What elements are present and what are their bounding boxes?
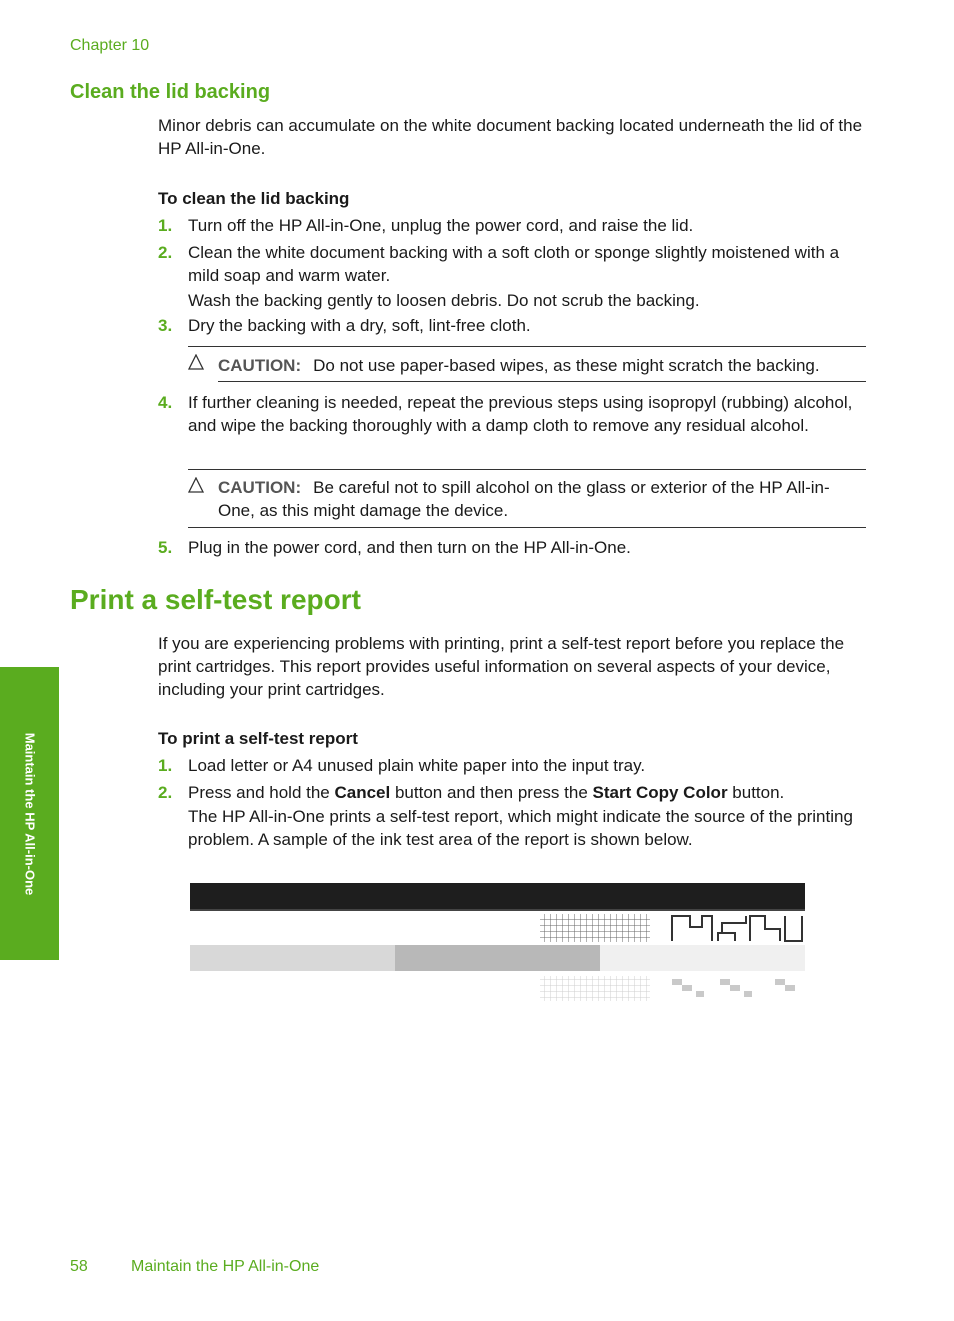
step-text: If further cleaning is needed, repeat the previous steps using isopropyl (rubbing) alcohol, and wipe the backing thoroughly with a damp cloth to remove any residual alcohol. (188, 393, 853, 435)
step-number: 5. (158, 538, 173, 557)
step-text-part: button and then press the (390, 783, 593, 802)
footer-title: Maintain the HP All-in-One (131, 1258, 320, 1275)
step-text: Load letter or A4 unused plain white paper into the input tray. (188, 756, 646, 775)
list-item (158, 314, 870, 337)
step-extra: The HP All-in-One prints a self-test report, which might indicate the source of the printing problem. A sample of the ink test area of the report is shown below. (188, 807, 853, 849)
list-item (158, 391, 870, 437)
section-title-clean-lid: Clean the lid backing (70, 81, 271, 103)
step-text-part: button. (727, 783, 785, 802)
list-item (158, 214, 870, 237)
cancel-button-ref: Cancel (334, 783, 391, 802)
step-number: 1. (158, 756, 173, 775)
caution-text: Be careful not to spill alcohol on the glass or exterior of the HP All-in-One, as this might damage the device. (218, 478, 830, 520)
step-number: 2. (158, 243, 173, 262)
procedure-title-self-test: To print a self-test report (158, 729, 358, 748)
section-title-self-test: Print a self-test report (70, 584, 361, 615)
step-extra: Wash the backing gently to loosen debris. Do not scrub the backing. (188, 291, 700, 310)
warning-triangle-icon (188, 477, 204, 493)
caution-box (188, 469, 866, 528)
side-tab-label: Maintain the HP All-in-One (22, 732, 37, 895)
start-copy-color-ref: Start Copy Color (592, 783, 728, 802)
list-item (158, 754, 870, 777)
warning-triangle-icon (188, 354, 204, 370)
self-test-sample-image (190, 883, 805, 1003)
step-number: 1. (158, 216, 173, 235)
caution-divider (218, 381, 866, 382)
step-number: 2. (158, 783, 173, 802)
caution-label: CAUTION: (218, 478, 302, 497)
caution-text: Do not use paper-based wipes, as these might scratch the backing. (313, 356, 820, 375)
page-number: 58 (70, 1258, 88, 1275)
side-tab (0, 667, 59, 960)
procedure-title-clean: To clean the lid backing (158, 189, 350, 208)
caution-label: CAUTION: (218, 356, 302, 375)
section2-intro: If you are experiencing problems with printing, print a self-test report before you replace the print cartridges. This report provides useful information on several aspects of your device, including your print cartridges. (158, 634, 845, 699)
step-number: 4. (158, 393, 173, 412)
step-text: Plug in the power cord, and then turn on the HP All-in-One. (188, 538, 631, 557)
step-text (188, 781, 870, 804)
step-text: Turn off the HP All-in-One, unplug the power cord, and raise the lid. (188, 216, 694, 235)
step-text: Dry the backing with a dry, soft, lint-free cloth. (188, 316, 531, 335)
step-text: Clean the white document backing with a soft cloth or sponge slightly moistened with a mild soap and warm water. (188, 243, 840, 285)
step-text-part: Press and hold the (188, 783, 335, 802)
list-item (158, 536, 870, 559)
section1-intro: Minor debris can accumulate on the white document backing located underneath the lid of the HP All-in-One. (158, 116, 863, 158)
list-item (158, 241, 870, 312)
list-item (158, 781, 870, 851)
chapter-label: Chapter 10 (70, 37, 150, 54)
step-number: 3. (158, 316, 173, 335)
